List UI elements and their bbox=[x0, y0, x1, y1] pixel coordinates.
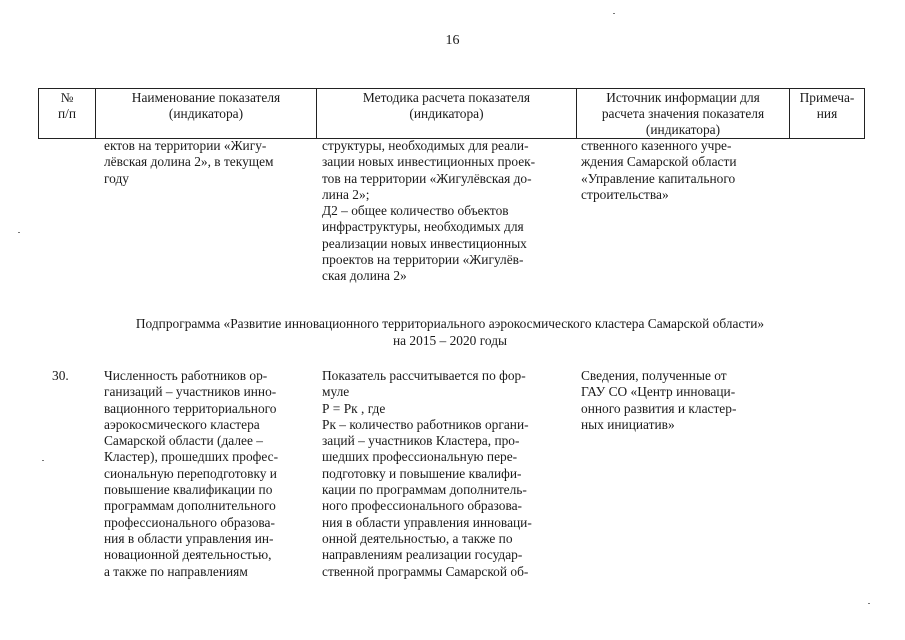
prev-row-name: ектов на территории «Жигу- лёвская долина 2», в текущем году bbox=[104, 138, 274, 186]
scan-speck bbox=[42, 460, 44, 461]
row-30-source: Сведения, полученные от ГАУ СО «Центр инноваци- онного развития и кластер- ных инициатив» bbox=[581, 368, 737, 432]
header-source: Источник информации для расчета значения показателя (индикатора) bbox=[577, 89, 790, 139]
subprogram-title: Подпрограмма «Развитие инновационного территориального аэрокосмического кластера Самарской области» на 2015 – 2020 годы bbox=[135, 316, 765, 348]
page-number: 16 bbox=[445, 33, 460, 48]
scan-speck bbox=[18, 232, 20, 233]
table-header bbox=[38, 88, 865, 139]
prev-row-source: ственного казенного учре- ждения Самарской области «Управление капитального строительства» bbox=[581, 138, 737, 202]
header-note: Примеча- ния bbox=[790, 89, 865, 139]
row-30-name: Численность работников ор- ганизаций – участников инно- вационного территориального аэрокосмического кластера Самарской области (далее – Кластер), прошедших профес- сиональную переподготовку и повышение квалификации по программам дополнительного профессионального образова- ния в области управления ин- новационной деятельностью, а также по направлениям bbox=[104, 368, 279, 579]
scan-speck bbox=[613, 13, 615, 14]
header-name: Наименование показателя (индикатора) bbox=[96, 89, 317, 139]
prev-row-method: структуры, необходимых для реали- зации новых инвестиционных проек- тов на территории «Жигулёвская до- лина 2»; Д2 – общее количество объектов инфраструктуры, необходимых для реализации новых инвестиционных проектов на территории «Жигулёв- ская долина 2» bbox=[322, 138, 536, 284]
scan-speck bbox=[868, 603, 870, 604]
row-30-method: Показатель рассчитывается по фор- муле Р = Рк , где Рк – количество работников органи- заций – участников Кластера, про- шедших профессиональную пере- подготовку и повышение квалифи- кации по программам дополнитель- ного профессионального образова- ния в области управления инноваци- онной деятельностью, а также по направлениям реализации государ- ственной программы Самарской об- bbox=[322, 368, 532, 579]
header-num: № п/п bbox=[39, 89, 96, 139]
row-30-num: 30. bbox=[52, 368, 69, 383]
header-method: Методика расчета показателя (индикатора) bbox=[317, 89, 577, 139]
